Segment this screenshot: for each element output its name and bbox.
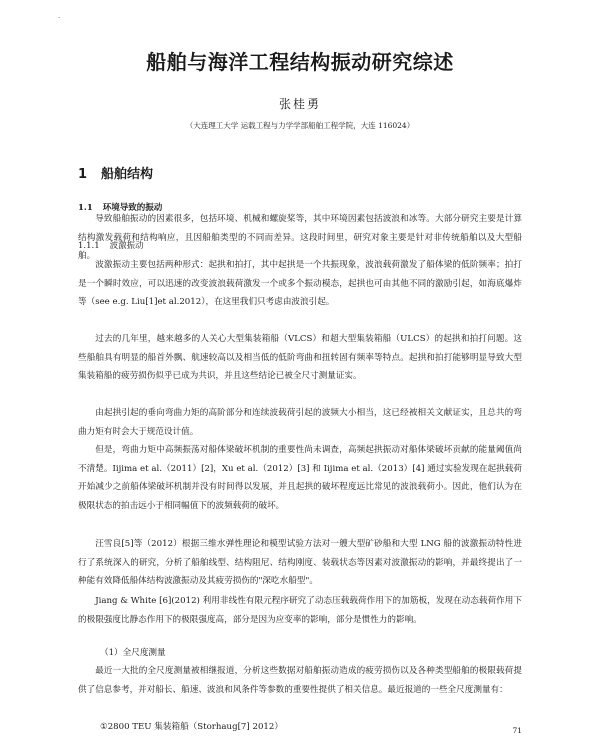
- author-affiliation: （大连理工大学 运载工程与力学学部船舶工程学院，大连 116024）: [185, 121, 415, 130]
- author-name: 张桂勇: [278, 97, 321, 111]
- subsubsection-title: 波激振动: [109, 241, 144, 251]
- corner-mark: ·: [58, 14, 61, 22]
- paragraph-3: 过去的几年里，越来越多的人关心大型集装箱船（VLCS）和超大型集装箱船（ULCS）的起拱和拍打问题。这些船舶具有明显的船首外飘、航速较高以及相当低的低阶弯曲和扭转固有频率等特点。起拱和拍打能够明显导致大型集装箱船的疲劳损伤似乎已成为共识，并且这些结论已被全尺寸测量证实。: [78, 334, 522, 381]
- paragraph-5: 但是，弯曲力矩中高频振荡对船体梁破坏机制的重要性尚未调查，高频起拱振动对船体梁破坏贡献的能量阈值尚不清楚。Iijima et al.（2011）[2]，Xu et al.（2012）[3] 和 Iijima et al.（2013）[4] 通过实验发现在起拱载荷开始减少之前船体梁破坏机制并没有时间得以发展，并且起拱的破坏程度远比常见的波浪载荷小。因此，他们认为在极限状态的拍击远小于相同幅值下的波频载荷的破坏。: [78, 445, 522, 511]
- section-title: 船舶结构: [101, 167, 154, 182]
- paper-title: 船舶与海洋工程结构振动研究综述: [146, 50, 454, 74]
- list-item: ①2800 TEU 集装箱船（Storhaug[7] 2012）: [100, 722, 283, 732]
- subsection-number: 1.1: [78, 203, 93, 213]
- paragraph-6: 汪雪良[5]等（2012）根据三维水弹性理论和模型试验方法对一艘大型矿砂船和大型 LNG 船的波激振动特性进行了系统深入的研究，分析了船舶线型、结构阻尼、结构刚度、装载状态等因素对波激振动的影响，并最终提出了一种能有效降低船体结构波激振动及其疲劳损伤的"深吃水船型"。: [78, 539, 522, 586]
- subsubsection-heading-1-1-1: [78, 239, 144, 251]
- section-heading-1: [78, 163, 153, 182]
- paragraph-4: 由起拱引起的垂向弯曲力矩的高阶部分和连续波载荷引起的波频大小相当，这已经被相关文献证实，且总共的弯曲力矩有时会大于规范设计值。: [78, 408, 522, 437]
- subsubsection-number: 1.1.1: [78, 241, 100, 251]
- page-number: 71: [512, 726, 522, 735]
- paragraph-8: 最近一大批的全尺度测量被相继报道，分析这些数据对船舶振动造成的疲劳损伤以及各种类型船舶的极限载荷提供了信息参考，并对船长、船速、波浪和风条件等参数的重要性提供了相关信息。最近报道的一些全尺度测量有：: [78, 666, 522, 695]
- paragraph-7: Jiang & White [6](2012) 利用非线性有限元程序研究了动态压载载荷作用下的加筋板，发现在动态载荷作用下的极限强度比静态作用下的极限强度高，部分是因为应变率的影响，部分是惯性力的影响。: [78, 596, 522, 625]
- subheading-full-scale: （1）全尺度测量: [100, 648, 166, 658]
- paragraph-2: 波激振动主要包括两种形式：起拱和拍打，其中起拱是一个共振现象，波浪载荷激发了船体梁的低阶频率；拍打是一个瞬时效应，可以迅速的改变波浪载荷激发一个或多个振动模态，起拱也可由其他不同的激励引起，如海底爆炸等（see e.g. Liu[1]et al.2012），在这里我们只考虑由波浪引起。: [78, 260, 522, 307]
- section-number: 1: [78, 167, 88, 182]
- paragraph-1: 导致船舶振动的因素很多，包括环境、机械和螺旋桨等，其中环境因素包括波浪和冰等。大部分研究主要是计算结构激发载荷和结构响应，且因船舶类型的不同而差异。这段时间里，研究对象主要是针对非传统船舶以及大型船舶。: [78, 214, 522, 261]
- subsection-title: 环境导致的振动: [102, 203, 163, 213]
